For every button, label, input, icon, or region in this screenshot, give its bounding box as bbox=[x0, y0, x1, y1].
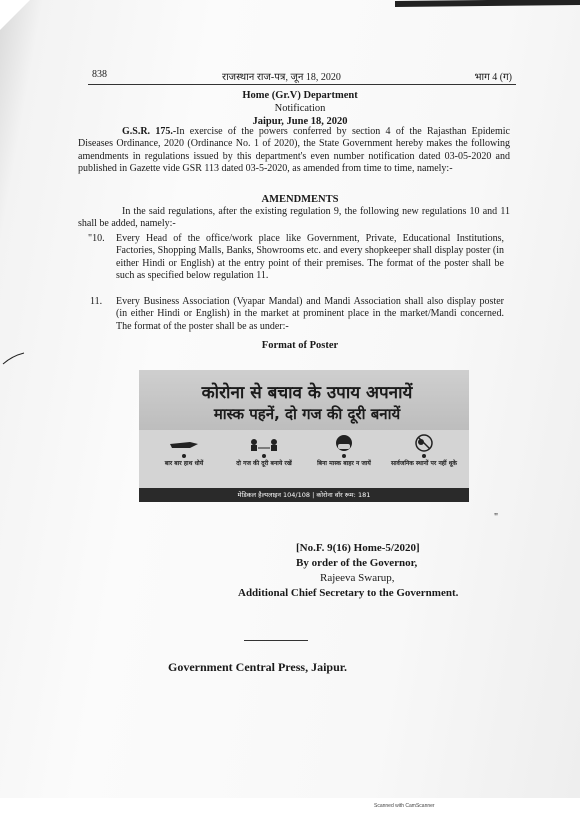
department: Home (Gr.V) Department bbox=[242, 90, 358, 101]
poster-line-2: मास्क पहनें, दो गज की दूरी बनायें bbox=[213, 405, 401, 423]
closing-quote: " bbox=[494, 512, 499, 523]
poster-icon-item bbox=[224, 434, 304, 467]
regulation-text: Every Business Association (Vyapar Mandal) and Mandi Association shall also display poster (in either Hindi or English) in the market at prominent place in the market/Mandi concerned. The format of the poster shall be as under:- bbox=[116, 296, 504, 332]
gsr-reference: G.S.R. 175.- bbox=[122, 126, 177, 137]
mask-icon bbox=[324, 434, 364, 460]
file-number: [No.F. 9(16) Home-5/2020] bbox=[296, 542, 420, 554]
poster-icon-item bbox=[144, 434, 224, 467]
page-corner bbox=[0, 0, 30, 30]
gazette-part: भाग 4 (ग) bbox=[474, 72, 512, 83]
distance-icon bbox=[244, 434, 284, 460]
header-rule bbox=[88, 84, 516, 85]
intro-paragraph bbox=[78, 126, 510, 175]
signatory-designation: Additional Chief Secretary to the Government. bbox=[238, 587, 459, 599]
poster-icon-label: दो गज की दूरी बनाये रखें bbox=[236, 460, 292, 467]
poster-icon-item bbox=[384, 434, 464, 467]
divider bbox=[244, 640, 308, 641]
gazette-title: राजस्थान राज-पत्र, जून 18, 2020 bbox=[222, 72, 341, 83]
poster-icon-item bbox=[304, 434, 384, 467]
hand-wash-icon bbox=[164, 434, 204, 460]
poster-image bbox=[139, 370, 469, 502]
regulation-number: 11. bbox=[90, 296, 103, 307]
poster-helpline: मेडिकल हैल्पलाइन 104/108 | कोरोना वॉर रूम: 181 bbox=[139, 488, 469, 502]
pen-mark bbox=[2, 352, 26, 366]
scan-edge bbox=[395, 0, 580, 7]
poster-icon-label: बार बार हाथ धोयें bbox=[164, 460, 204, 467]
page-number: 838 bbox=[92, 69, 107, 80]
gazette-header bbox=[92, 69, 512, 83]
regulation-11 bbox=[90, 296, 504, 333]
no-spitting-icon bbox=[404, 434, 444, 460]
amendments-intro: In the said regulations, after the existing regulation 9, the following new regulations 10 and 11 shall be added, namely:- bbox=[78, 206, 510, 230]
place-date: Jaipur, June 18, 2020 bbox=[252, 116, 348, 127]
scanner-watermark: Scanned with CamScanner bbox=[374, 803, 435, 809]
poster-icon-label: सार्वजनिक स्थानों पर नहीं थूके bbox=[390, 460, 458, 467]
press-name: Government Central Press, Jaipur. bbox=[168, 660, 347, 674]
regulation-number: "10. bbox=[88, 233, 105, 244]
poster-icons bbox=[139, 434, 469, 486]
intro-text: In exercise of the powers conferred by section 4 of the Rajasthan Epidemic Diseases Ordinance, 2020 (Ordinance No. 1 of 2020), the State Government hereby makes the following amendments in regulations issued by this department's even number notification dated 03-05-2020 and published in Gazette vide GSR 113 dated 03-5-2020, as amended from time to time, namely:- bbox=[78, 126, 510, 174]
poster-icon-label: बिना मास्क बाहर न जायें bbox=[317, 460, 371, 467]
amendments-heading: AMENDMENTS bbox=[261, 194, 339, 205]
regulation-text: Every Head of the office/work place like Government, Private, Educational Institutions, Factories, Shopping Malls, Banks, Showrooms etc. and every shopkeeper shall display poster (in either Hindi or English) at the entry point of their premises. The format of the poster shall be such as specified below regulation 11. bbox=[116, 233, 504, 281]
notification-type: Notification bbox=[274, 103, 326, 114]
regulation-10 bbox=[88, 233, 504, 282]
poster-line-1: कोरोना से बचाव के उपाय अपनायें bbox=[201, 383, 413, 403]
poster-heading: Format of Poster bbox=[261, 340, 339, 351]
signatory-name: Rajeeva Swarup, bbox=[320, 572, 395, 584]
order-line: By order of the Governor, bbox=[296, 557, 418, 569]
